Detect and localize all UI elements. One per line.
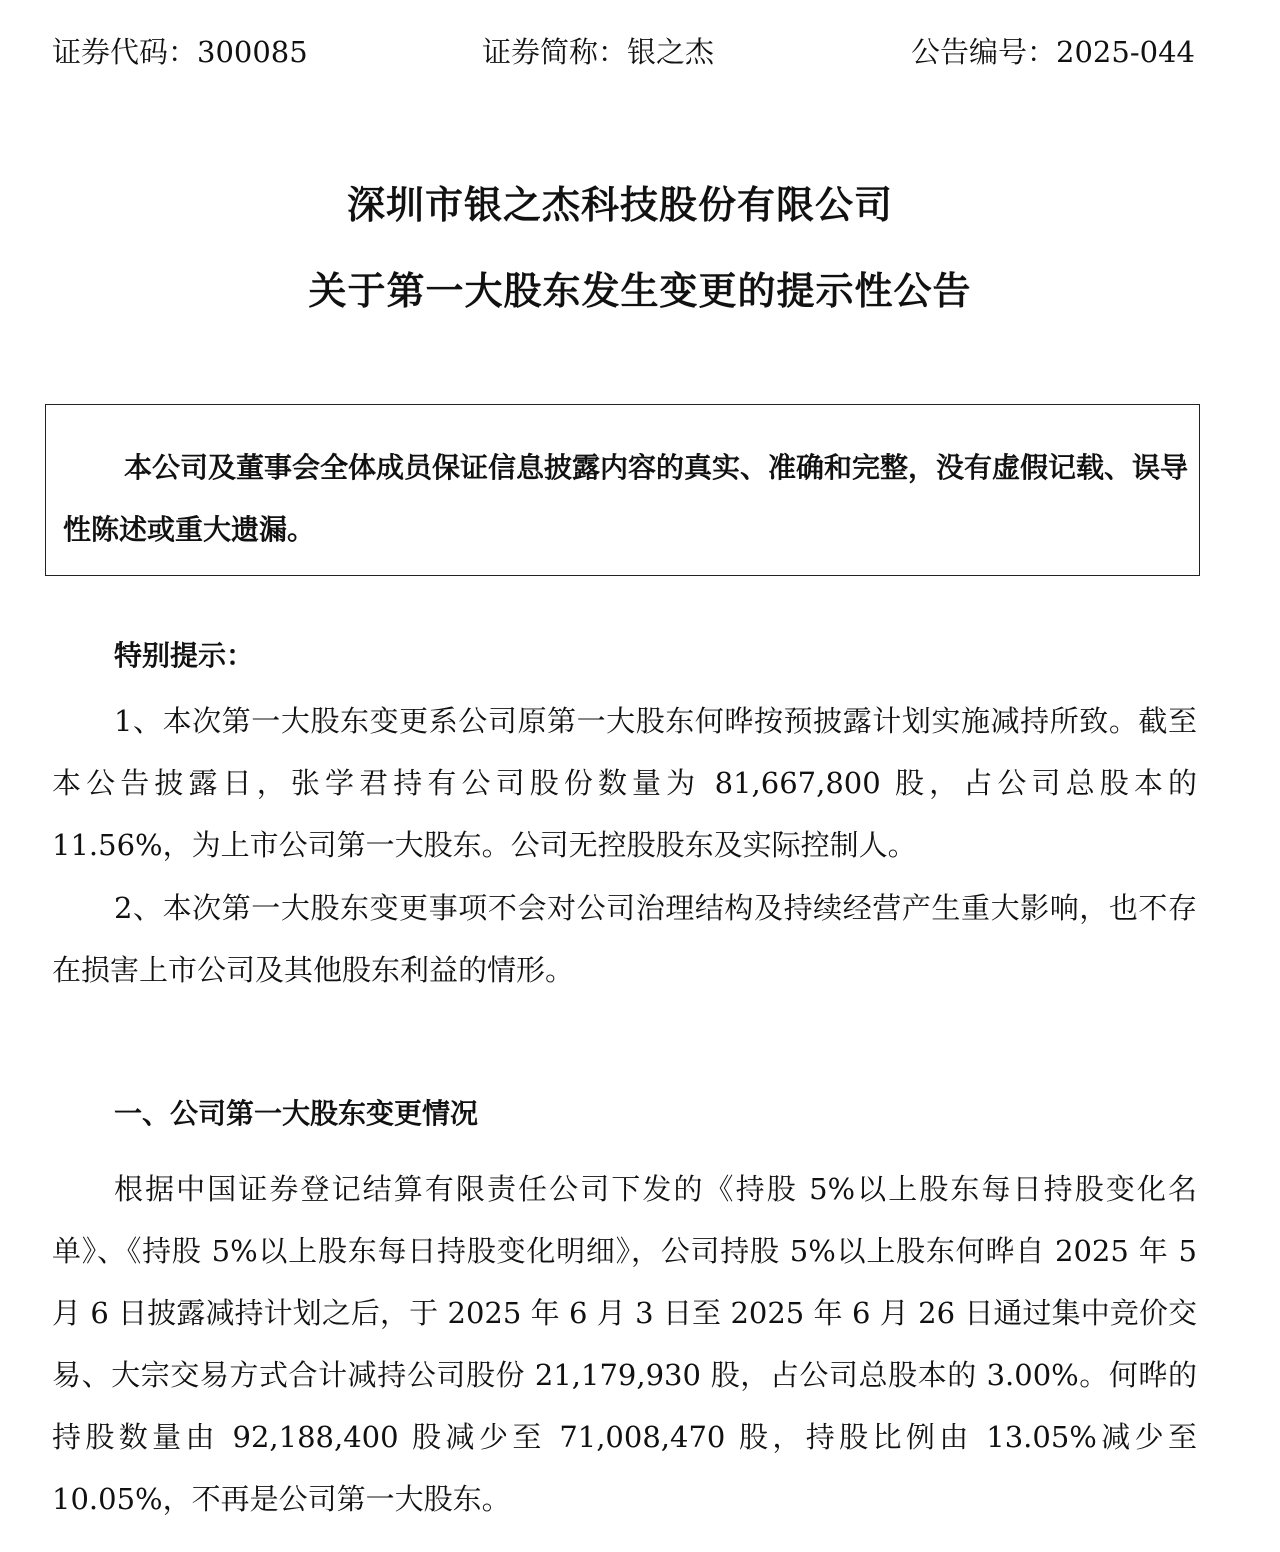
- document-header: [52, 32, 1195, 72]
- disclosure-statement-text: 本公司及董事会全体成员保证信息披露内容的真实、准确和完整，没有虚假记载、误导性陈述或重大遗漏。: [63, 451, 1189, 546]
- special-tip-1: 1、本次第一大股东变更系公司原第一大股东何晔按预披露计划实施减持所致。截至本公告披露日，张学君持有公司股份数量为 81,667,800 股，占公司总股本的 11.56%，为上市公司第一大股东。公司无控股股东及实际控制人。: [52, 704, 1197, 862]
- special-tip-2: 2、本次第一大股东变更事项不会对公司治理结构及持续经营产生重大影响，也不存在损害上市公司及其他股东利益的情形。: [52, 891, 1197, 987]
- section-1-heading: 一、公司第一大股东变更情况: [114, 1097, 479, 1130]
- announcement-title: 关于第一大股东发生变更的提示性公告: [308, 269, 972, 313]
- disclosure-statement-box: [45, 404, 1200, 576]
- announcement-number: 公告编号：2025-044: [911, 35, 1195, 69]
- company-name-title: 深圳市银之杰科技股份有限公司: [346, 183, 893, 227]
- section-1-body: 根据中国证券登记结算有限责任公司下发的《持股 5%以上股东每日持股变化名单》、《持股 5%以上股东每日持股变化明细》，公司持股 5%以上股东何晔自 2025 年 5 月 6 日披露减持计划之后，于 2025 年 6 月 3 日至 2025 年 6 月 26 日通过集中竞价交易、大宗交易方式合计减持公司股份 21,179,930 股，占公司总股本的 3.00%。何晔的持股数量由 92,188,400 股减少至 71,008,470 股，持股比例由 13.05%减少至 10.05%，不再是公司第一大股东。: [52, 1172, 1197, 1516]
- security-code: 证券代码：300085: [52, 35, 308, 69]
- security-short-name: 证券简称：银之杰: [482, 35, 715, 69]
- special-tips-heading: 特别提示：: [114, 639, 255, 672]
